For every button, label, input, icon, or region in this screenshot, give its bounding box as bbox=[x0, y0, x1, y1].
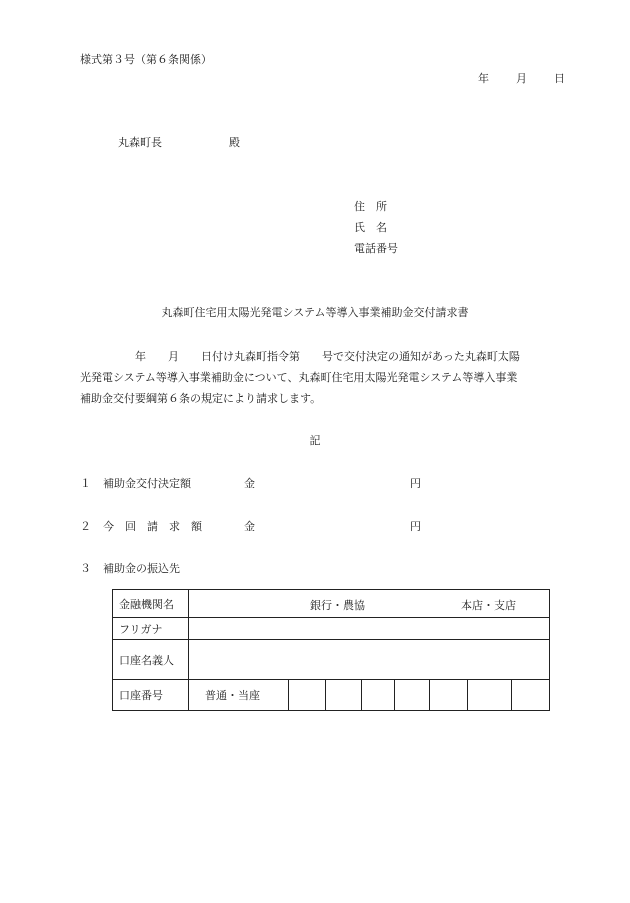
item-1-label: 補助金交付決定額 bbox=[103, 477, 191, 490]
ki-heading: 記 bbox=[309, 434, 321, 447]
account-digit-cell[interactable] bbox=[395, 680, 430, 711]
form-number: 様式第３号（第６条関係） bbox=[80, 53, 212, 66]
date-day-label: 日 bbox=[554, 72, 565, 85]
item-3-number: ３ bbox=[80, 562, 91, 575]
applicant-address-label: 住 所 bbox=[354, 200, 387, 213]
applicant-phone-label: 電話番号 bbox=[354, 242, 398, 255]
item-1-number: １ bbox=[80, 477, 91, 490]
table-row-institution bbox=[113, 590, 550, 618]
item-2-unit: 円 bbox=[410, 520, 421, 533]
body-line: 光発電システム等導入事業補助金について、丸森町住宅用太陽光発電システム等導入事業 bbox=[80, 371, 518, 384]
bank-type-options: 銀行・農協 bbox=[310, 598, 365, 612]
body-line: 補助金交付要綱第６条の規定により請求します。 bbox=[80, 392, 322, 405]
item-1-unit: 円 bbox=[410, 477, 421, 490]
account-number-label: 口座番号 bbox=[113, 680, 189, 711]
body-paragraph bbox=[80, 346, 600, 409]
item-1-prefix: 金 bbox=[244, 477, 255, 490]
institution-field[interactable] bbox=[189, 590, 550, 618]
holder-label: 口座名義人 bbox=[113, 640, 189, 680]
addressee-name: 丸森町長 bbox=[118, 136, 162, 149]
date-year-label: 年 bbox=[478, 72, 489, 85]
item-2-prefix: 金 bbox=[244, 520, 255, 533]
item-2-number: ２ bbox=[80, 520, 91, 533]
date-month-label: 月 bbox=[516, 72, 527, 85]
item-2-label: 今 回 請 求 額 bbox=[103, 520, 202, 533]
table-row-furigana bbox=[113, 618, 550, 640]
furigana-field[interactable] bbox=[189, 618, 550, 640]
item-3-label: 補助金の振込先 bbox=[103, 562, 180, 575]
account-digit-cell[interactable] bbox=[289, 680, 326, 711]
body-line: 年 月 日付け丸森町指令第 号で交付決定の通知があった丸森町太陽 bbox=[80, 350, 520, 363]
addressee-honorific: 殿 bbox=[229, 136, 240, 149]
table-row-account-number bbox=[113, 680, 550, 711]
account-digit-cell[interactable] bbox=[326, 680, 362, 711]
account-digit-cell[interactable] bbox=[362, 680, 395, 711]
account-digit-cell[interactable] bbox=[430, 680, 468, 711]
holder-field[interactable] bbox=[189, 640, 550, 680]
bank-account-table bbox=[112, 589, 550, 711]
table-row-holder bbox=[113, 640, 550, 680]
institution-label: 金融機関名 bbox=[113, 590, 189, 618]
document-title: 丸森町住宅用太陽光発電システム等導入事業補助金交付請求書 bbox=[161, 306, 469, 319]
furigana-label: フリガナ bbox=[113, 618, 189, 640]
account-digit-cell[interactable] bbox=[512, 680, 550, 711]
branch-type-options: 本店・支店 bbox=[461, 598, 516, 612]
account-type-options: 普通・当座 bbox=[189, 680, 289, 711]
account-digit-cell[interactable] bbox=[468, 680, 512, 711]
applicant-name-label: 氏 名 bbox=[354, 221, 387, 234]
